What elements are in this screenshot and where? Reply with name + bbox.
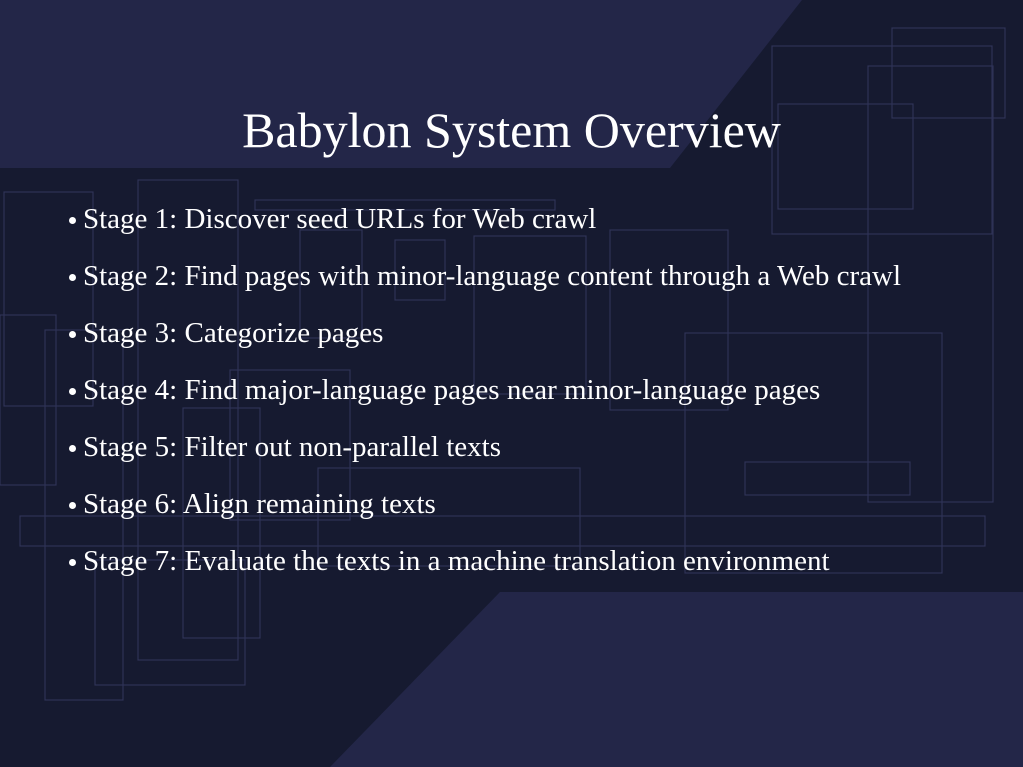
bullet-list [64,200,964,599]
bullet-dot-icon [69,274,76,281]
bullet-text: Stage 6: Align remaining texts [83,488,436,520]
bullet-dot-icon [69,331,76,338]
bottom-right-panel [330,592,1023,767]
bullet-item-stage-6 [64,485,964,523]
bullet-item-stage-3 [64,314,964,352]
bullet-item-stage-4 [64,371,964,409]
bullet-text: Stage 7: Evaluate the texts in a machine translation environment [83,545,830,577]
bullet-item-stage-1 [64,200,964,238]
bullet-text: Stage 2: Find pages with minor-language content through a Web crawl [83,260,902,292]
bullet-dot-icon [69,559,76,566]
bullet-dot-icon [69,445,76,452]
bullet-item-stage-2 [64,257,964,295]
bullet-item-stage-5 [64,428,964,466]
bullet-dot-icon [69,217,76,224]
bullet-dot-icon [69,388,76,395]
bullet-text: Stage 5: Filter out non-parallel texts [83,431,501,463]
bullet-dot-icon [69,502,76,509]
slide-title: Babylon System Overview [242,102,781,158]
bullet-text: Stage 1: Discover seed URLs for Web crawl [83,203,597,235]
bullet-item-stage-7 [64,542,964,580]
bullet-text: Stage 3: Categorize pages [83,317,384,349]
bullet-text: Stage 4: Find major-language pages near minor-language pages [83,374,821,406]
